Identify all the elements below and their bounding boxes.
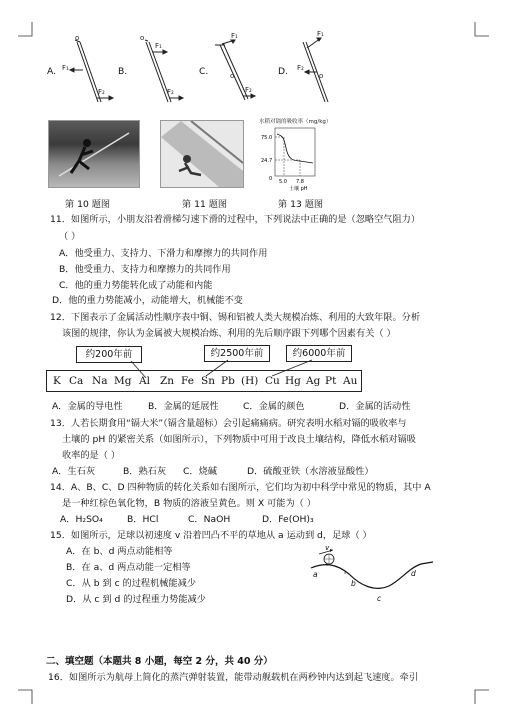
option-a-label: A. [47,66,57,77]
svg-text:F₁: F₁ [231,32,238,40]
q13-option-d: D．硫酸亚铁（水溶液显酸性） [247,466,374,477]
element-fe: Fe [181,375,194,387]
option-c-label: C. [199,66,209,77]
element-pt: Pt [325,375,337,387]
q14-option-a: A．H₂SO₄ [60,514,103,525]
q13-stem-line2: 土壤的 pH 的紧密关系（如图所示），下列物质中可用于改良土壤结构，降低水稻对镉吸 [62,434,416,445]
svg-text:F₂: F₂ [245,86,252,94]
label-c: c [377,594,382,603]
section-heading: 二、填空题（本题共 8 小题，每空 2 分，共 40 分） [46,656,273,667]
caption-q13: 第 13 题图 [278,199,324,210]
q14-option-b: B．HCl [127,514,159,525]
q13-option-b: B．熟石灰 [123,466,167,477]
q11-option-c: C．他的重力势能转化成了动能和内能 [59,280,213,291]
element-pb: Pb [221,375,235,387]
q11-option-d: D．他的重力势能减小，动能增大，机械能不变 [52,295,243,306]
svg-text:o: o [230,72,235,80]
chart-title: 水稻对镉的吸收率（mg/kg） [259,119,332,125]
q15-stem: 15．如图所示，足球以初速度 v 沿着凹凸不平的草地从 a 运动到 d，足球（ ） [50,530,372,541]
timeline-box-200: 约200年前 [76,346,142,363]
x-tick: 7.8 [296,179,304,185]
element-h: (H) [241,375,259,387]
q12-stem-line1: 12．下图表示了金属活动性顺序表中铜、锡和铝被人类大规模冶炼、利用的大致年限。分析 [50,312,421,323]
option-d-label: D. [278,66,288,77]
q12-stem-line2: 该图的规律，你认为金属被大规模冶炼、利用的先后顺序跟下列哪个因素有关（ ） [62,328,396,339]
svg-text:o: o [75,34,80,42]
svg-text:F₂: F₂ [98,88,105,96]
metal-activity-series [46,370,362,392]
element-hg: Hg [285,375,301,387]
q11-stem: 11．如图所示，小朋友沿着滑梯匀速下滑的过程中，下列说法中正确的是（忽略空气阻力） [50,214,421,225]
q12-option-b: B．金属的延展性 [148,401,219,412]
option-b-label: B. [118,66,128,77]
q11-option-b: B．他受重力、支持力和摩擦力的共同作用 [59,264,231,275]
element-k: K [53,375,61,387]
q16-stem-line1: 16．如图所示为航母上简化的蒸汽弹射装置，能带动舰载机在两秒钟内达到起飞速度。牵引 [48,672,419,683]
svg-text:F₂: F₂ [297,64,304,72]
svg-text:o: o [319,72,324,80]
q13-option-a: A．生石灰 [52,466,96,477]
q12-option-d: D．金属的活动性 [339,401,411,412]
element-ca: Ca [69,375,84,387]
y-tick: 75.0 [261,135,273,141]
timeline-box-6000: 约6000年前 [286,345,352,362]
football-trajectory-diagram [305,546,440,606]
label-v: v [325,546,330,552]
svg-text:F₁: F₁ [62,64,69,72]
q14-stem-line1: 14．A、B、C、D 四种物质的转化关系如右图所示，它们均为初中科学中常见的物质，其中 A [50,482,431,493]
svg-text:F₁: F₁ [317,30,324,38]
label-d: d [411,569,416,578]
q13-stem-line3: 收率的是（ ） [62,450,121,461]
q11-option-a: A．他受重力、支持力、下滑力和摩擦力的共同作用 [59,248,268,259]
q14-stem-line2: 是一种红棕色氧化物，B 物质的溶液呈黄色。则 X 可能为（ ） [62,498,316,509]
element-zn: Zn [160,375,175,387]
q11-answer-paren: （ ） [59,231,81,242]
x-axis-label: 土壤 pH [289,186,308,192]
svg-text:F₂: F₂ [167,88,174,96]
svg-text:F₁: F₁ [155,42,162,50]
y-tick: 24.7 [261,158,273,164]
q12-option-a: A．金属的导电性 [52,401,123,412]
element-na: Na [92,375,108,387]
label-a: a [313,570,318,579]
caption-q11: 第 11 题图 [182,199,228,210]
label-b: b [351,579,356,588]
element-cu: Cu [265,375,280,387]
q14-option-c: C．NaOH [188,514,231,525]
q13-option-c: C．烧碱 [183,466,217,477]
y-tick: 0 [269,176,273,182]
q15-option-b: B．在 a、d 两点动能一定相等 [66,562,191,573]
element-mg: Mg [114,375,132,387]
element-al: Al [139,375,150,387]
element-ag: Ag [306,375,321,387]
x-tick: 5.0 [279,179,287,185]
q15-option-a: A．在 b、d 两点动能相等 [66,546,173,557]
q14-option-d: D．Fe(OH)₃ [262,514,314,525]
q12-option-c: C．金属的颜色 [243,401,305,412]
timeline-box-2500: 约2500年前 [204,345,270,362]
q15-option-d: D．从 c 到 d 的过程重力势能减少 [66,594,206,605]
element-sn: Sn [201,375,215,387]
svg-text:o: o [140,34,145,42]
element-au: Au [343,375,358,387]
q15-option-c: C．从 b 到 c 的过程机械能减少 [66,578,197,589]
caption-q10: 第 10 题图 [65,199,111,210]
q13-stem-line1: 13．人若长期食用“镉大米”（镉含量超标）会引起痛痛病。研究表明水稻对镉的吸收率与 [50,418,407,429]
